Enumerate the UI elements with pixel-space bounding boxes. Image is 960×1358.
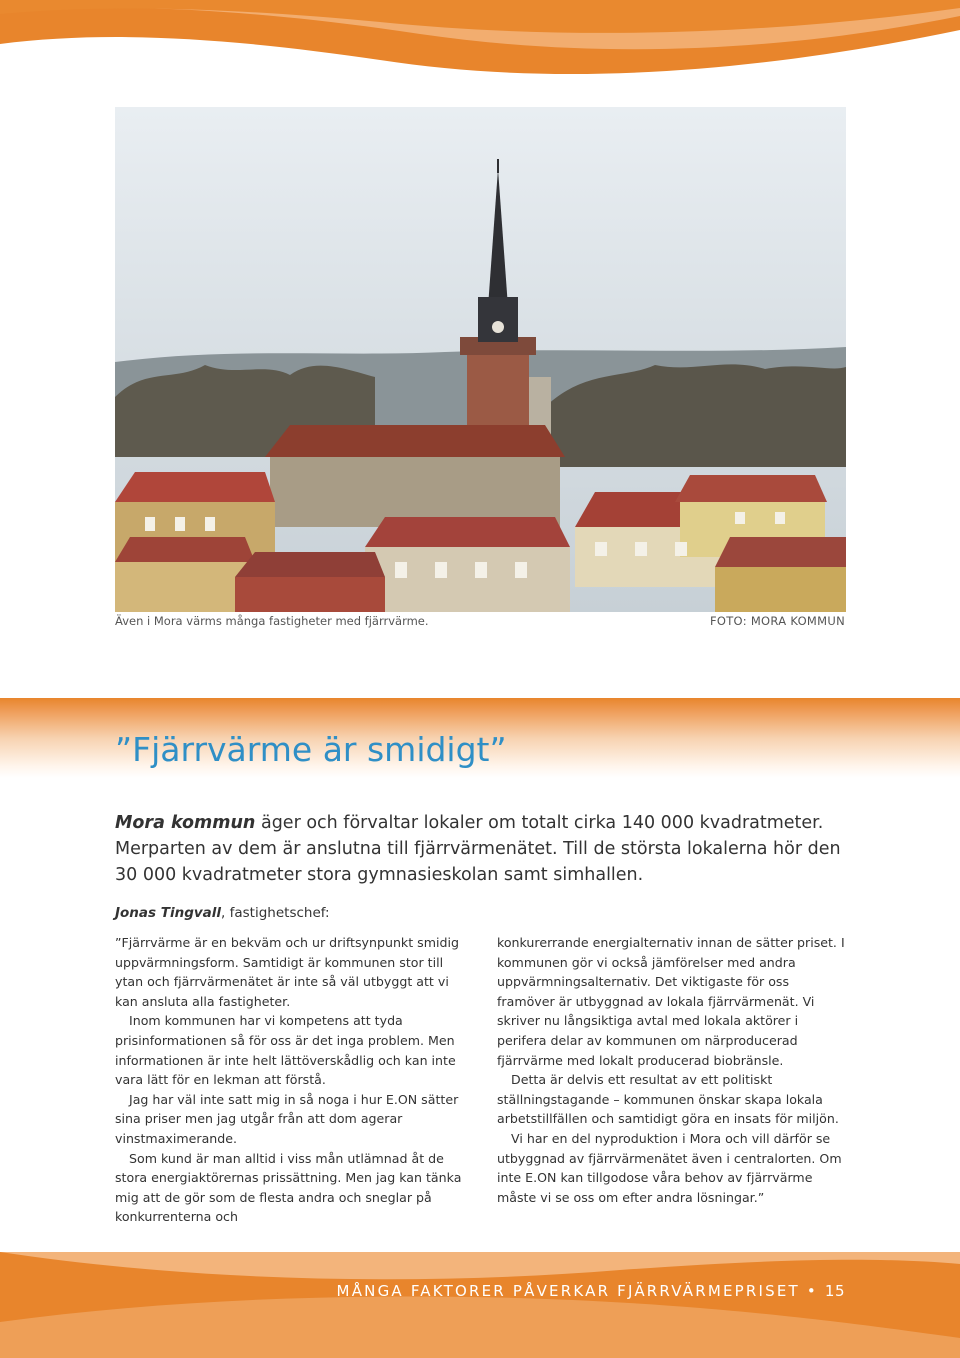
body-paragraph: Vi har en del nyproduktion i Mora och vill därför se utbyggnad av fjärrvärmenätet även i centralorten. Om inte E.ON kan tillgodose våra behov av fjärrvärme måste vi se oss om efter andra lösningar.” [497,1130,842,1205]
running-title: MÅNGA FAKTORER PÅVERKAR FJÄRRVÄRMEPRISET [336,1282,800,1300]
body-column-left [115,933,467,1227]
running-footer [337,1282,845,1300]
top-decorative-band [0,0,960,96]
page-number: 15 [824,1282,845,1300]
photo-caption: Även i Mora värms många fastigheter med fjärrvärme. [115,614,429,628]
article-headline: ”Fjärrvärme är smidigt” [115,730,507,769]
body-column-right [497,933,849,1207]
photo-credit: FOTO: MORA KOMMUN [709,614,845,628]
intro-paragraph [115,810,845,888]
body-paragraph: Inom kommunen har vi kompetens att tyda prisinformationen så för oss är det inga problem. Men informationen är inte helt lättöverskådlig och kan inte vara lätt för en lekman att förstå. [115,1013,456,1088]
footer-bullet: • [806,1282,818,1300]
body-paragraph: ”Fjärrvärme är en bekväm och ur driftsynpunkt smidig uppvärmningsform. Samtidigt är kommunen stor till ytan och fjärrvärmenätet är inte så väl utbyggt att vi kan ansluta alla fastigheter. [115,935,459,1009]
footer-decorative-band [0,1252,960,1358]
speaker-role: , fastighetschef: [221,905,330,921]
speaker-line [115,905,330,921]
intro-lead-bold: Mora kommun [115,813,256,833]
body-paragraph: Detta är delvis ett resultat av ett politiskt ställningstagande – kommunen önskar skapa lokala arbetstillfällen och samtidigt göra en insats för miljön. [497,1072,839,1127]
body-paragraph: Jag har väl inte satt mig in så noga i hur E.ON sätter sina priser men jag utgår från att dom agerar vinstmaximerande. [115,1091,459,1146]
town-photo [115,107,846,612]
body-paragraph: Som kund är man alltid i viss mån utlämnad åt de stora energiaktörernas prissättning. Men jag kan tänka mig att de gör som de flesta andra och sneglar på konkurrenterna och [115,1150,462,1225]
intro-lead-text: äger och förvaltar lokaler om totalt cirka 140 000 kvadratmeter. Merparten av dem är anslutna till fjärrvärmenätet. Till de största lokalerna hör den 30 000 kvadratmeter stora gymnasieskolan samt simhallen. [115,813,841,885]
body-paragraph: konkurerrande energialternativ innan de sätter priset. I kommunen gör vi också jämförelser med andra uppvärmningsalternativ. Det viktigaste för oss framöver är utbyggnad av lokala fjärrvärmenät. Vi skriver nu långsiktiga avtal med lokala aktörer i perifera delar av kommunen om närproducerad fjärrvärme med lokalt producerad biobränsle. [497,935,845,1068]
speaker-name: Jonas Tingvall [115,905,222,921]
